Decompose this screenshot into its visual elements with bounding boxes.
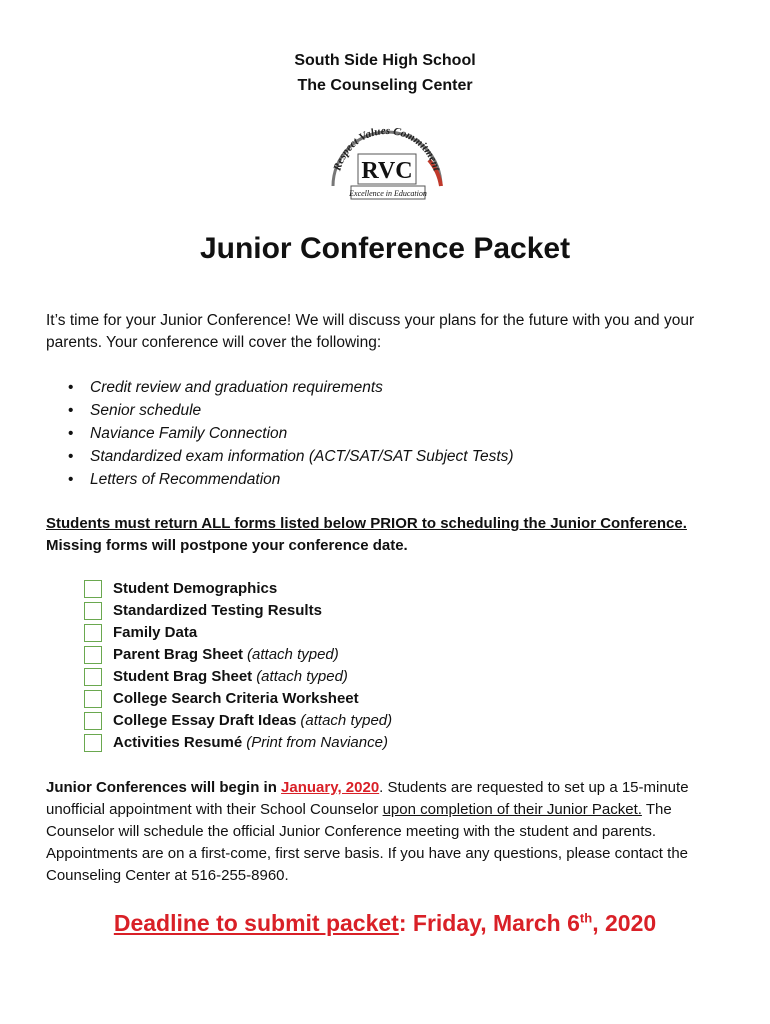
schedule-paragraph bbox=[46, 777, 736, 887]
schedule-lead: Junior Conferences will begin in bbox=[46, 779, 282, 796]
checkbox[interactable] bbox=[84, 712, 102, 730]
notice-line-1: Students must return ALL forms listed below PRIOR to scheduling the Junior Conference. bbox=[46, 515, 687, 532]
checkbox[interactable] bbox=[84, 646, 102, 664]
list-item: • Standardized exam information (ACT/SAT/SAT Subject Tests) bbox=[68, 445, 514, 468]
checkbox[interactable] bbox=[84, 734, 102, 752]
deadline-line bbox=[0, 910, 770, 937]
checklist-item bbox=[84, 578, 392, 600]
forms-checklist bbox=[84, 578, 392, 754]
list-item: • Letters of Recommendation bbox=[68, 468, 514, 491]
form-note: (Print from Naviance) bbox=[246, 734, 388, 751]
checklist-item bbox=[84, 600, 392, 622]
form-label: Family Data bbox=[113, 624, 198, 641]
form-label: College Search Criteria Worksheet bbox=[113, 690, 359, 707]
list-item: • Senior schedule bbox=[68, 399, 514, 422]
school-name: South Side High School bbox=[294, 52, 476, 69]
checklist-item bbox=[84, 644, 392, 666]
intro-paragraph: It’s time for your Junior Conference! We will discuss your plans for the future with you and your parents. Your conference will cover the following: bbox=[46, 312, 695, 351]
form-label: Parent Brag Sheet bbox=[113, 646, 244, 663]
checkbox[interactable] bbox=[84, 624, 102, 642]
checklist-item bbox=[84, 622, 392, 644]
checklist-item bbox=[84, 666, 392, 688]
school-header bbox=[0, 48, 770, 98]
checkbox[interactable] bbox=[84, 602, 102, 620]
conference-topics-list bbox=[68, 376, 514, 491]
logo-initials: RVC bbox=[361, 158, 413, 184]
deadline-year: , 2020 bbox=[592, 910, 657, 936]
form-label: Student Brag Sheet bbox=[113, 668, 253, 685]
checkbox[interactable] bbox=[84, 690, 102, 708]
checklist-item bbox=[84, 688, 392, 710]
forms-notice bbox=[46, 513, 736, 557]
schedule-text: . Students are requested to set up a 15-minute unofficial appointment with their School Counselor bbox=[46, 779, 689, 818]
deadline-label: Deadline to submit packet bbox=[113, 910, 399, 936]
form-label: College Essay Draft Ideas bbox=[113, 712, 297, 729]
checklist-item bbox=[84, 732, 392, 754]
form-label: Standardized Testing Results bbox=[113, 602, 322, 619]
logo-arc-text: Respect Values Commitment bbox=[331, 124, 443, 173]
logo-tagline: Excellence in Education bbox=[349, 189, 427, 198]
checkbox[interactable] bbox=[84, 668, 102, 686]
schedule-rest: The Counselor will schedule the official Junior Conference meeting with the student and parents. Appointments are on a first-come, first serve basis. If you have any questions, please contact the Counseling Center at 516-255-8960. bbox=[46, 801, 688, 884]
list-item: • Credit review and graduation requirements bbox=[68, 376, 514, 399]
form-note: (attach typed) bbox=[247, 646, 339, 663]
list-item: • Naviance Family Connection bbox=[68, 422, 514, 445]
deadline-date: : Friday, March 6 bbox=[398, 910, 580, 936]
form-label: Student Demographics bbox=[113, 580, 278, 597]
form-note: (attach typed) bbox=[300, 712, 393, 729]
start-date: January, 2020 bbox=[281, 779, 380, 796]
checklist-item bbox=[84, 710, 392, 732]
form-label: Activities Resumé bbox=[113, 734, 243, 751]
rvc-logo bbox=[325, 120, 450, 210]
department-name: The Counseling Center bbox=[297, 77, 473, 94]
checkbox[interactable] bbox=[84, 580, 102, 598]
deadline-date-suffix: th bbox=[579, 910, 593, 926]
page-title: Junior Conference Packet bbox=[199, 232, 571, 265]
schedule-underlined: upon completion of their Junior Packet. bbox=[382, 801, 642, 818]
notice-line-2: Missing forms will postpone your conference date. bbox=[46, 537, 408, 554]
form-note: (attach typed) bbox=[256, 668, 348, 685]
